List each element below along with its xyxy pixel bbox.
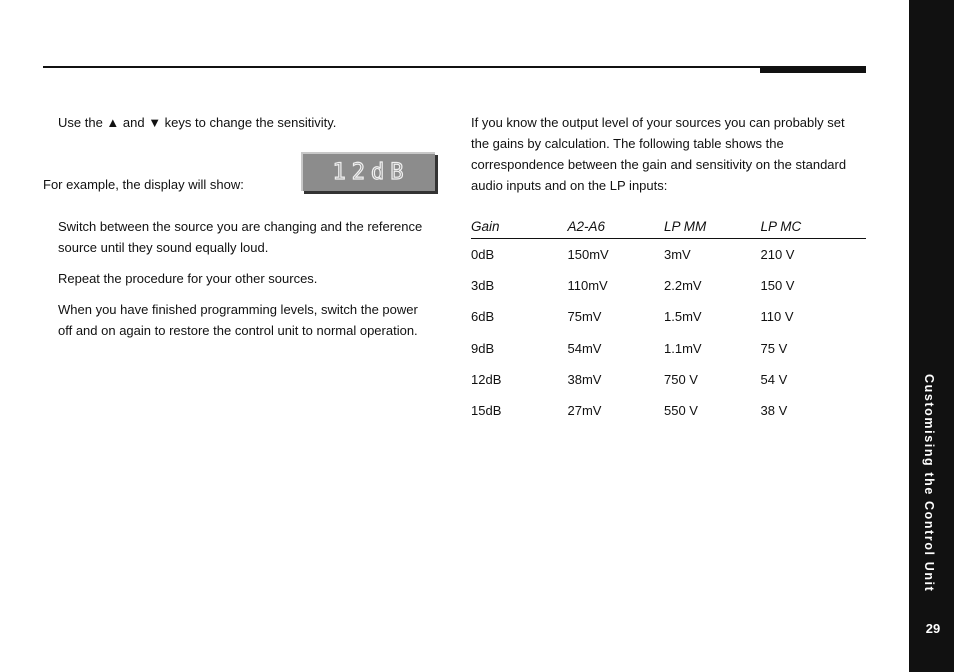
- cell-a2-a6: 27mV: [567, 403, 602, 419]
- cell-gain: 3dB: [471, 278, 495, 294]
- chapter-title: Customising the Control Unit: [922, 374, 936, 593]
- table-row: [471, 301, 866, 332]
- header-rule-tab: [760, 67, 866, 73]
- cell-lp-mc: 54 V: [760, 371, 788, 387]
- cell-lp-mc: 38 V: [760, 403, 788, 419]
- instruction-keys: Use the ▲ and ▼ keys to change the sensitivity.: [58, 115, 337, 130]
- cell-lp-mm: 1.5mV: [664, 309, 702, 325]
- header-rule: [43, 66, 866, 68]
- display-readout: 12dB: [332, 160, 410, 185]
- cell-a2-a6: 150mV: [567, 247, 609, 263]
- cell-lp-mm: 750 V: [664, 371, 698, 387]
- cell-gain: 0dB: [471, 247, 495, 263]
- cell-gain: 9dB: [471, 340, 495, 356]
- gain-sensitivity-table: [471, 214, 866, 426]
- display-panel: [301, 152, 435, 191]
- cell-a2-a6: 38mV: [567, 371, 602, 387]
- instruction-switch: Switch between the source you are changing and the reference source until they sound equally loud.: [58, 219, 423, 255]
- cell-a2-a6: 75mV: [567, 309, 602, 325]
- table-row: [471, 395, 866, 426]
- cell-lp-mm: 550 V: [664, 403, 698, 419]
- header-lp-mc: LP MC: [760, 218, 802, 234]
- header-gain: Gain: [471, 218, 500, 234]
- cell-lp-mc: 150 V: [760, 278, 795, 294]
- example-label: For example, the display will show:: [43, 177, 244, 192]
- cell-gain: 15dB: [471, 403, 502, 419]
- cell-a2-a6: 110mV: [567, 278, 608, 294]
- cell-gain: 12dB: [471, 371, 502, 387]
- table-row: [471, 270, 866, 301]
- instruction-repeat: Repeat the procedure for your other sources.: [58, 271, 318, 286]
- table-row: [471, 239, 866, 270]
- cell-lp-mc: 210 V: [760, 247, 795, 263]
- cell-lp-mc: 110 V: [760, 309, 794, 325]
- instruction-finish: When you have finished programming levels, switch the power off and on again to restore the control unit to normal operation.: [58, 302, 418, 338]
- cell-lp-mm: 2.2mV: [664, 278, 702, 294]
- cell-lp-mm: 3mV: [664, 247, 691, 263]
- cell-lp-mc: 75 V: [760, 340, 788, 356]
- cell-gain: 6dB: [471, 309, 495, 325]
- page-number: 29: [925, 621, 941, 636]
- cell-a2-a6: 54mV: [567, 340, 602, 356]
- cell-lp-mm: 1.1mV: [664, 340, 702, 356]
- intro-paragraph: If you know the output level of your sources you can probably set the gains by calculation. The following table shows the correspondence between the gain and sensitivity on the standard audio inputs and on the LP inputs:: [471, 115, 847, 193]
- header-lp-mm: LP MM: [664, 218, 707, 234]
- table-header: [471, 214, 866, 239]
- table-row: [471, 333, 866, 364]
- table-row: [471, 364, 866, 395]
- header-a2-a6: A2-A6: [567, 218, 606, 234]
